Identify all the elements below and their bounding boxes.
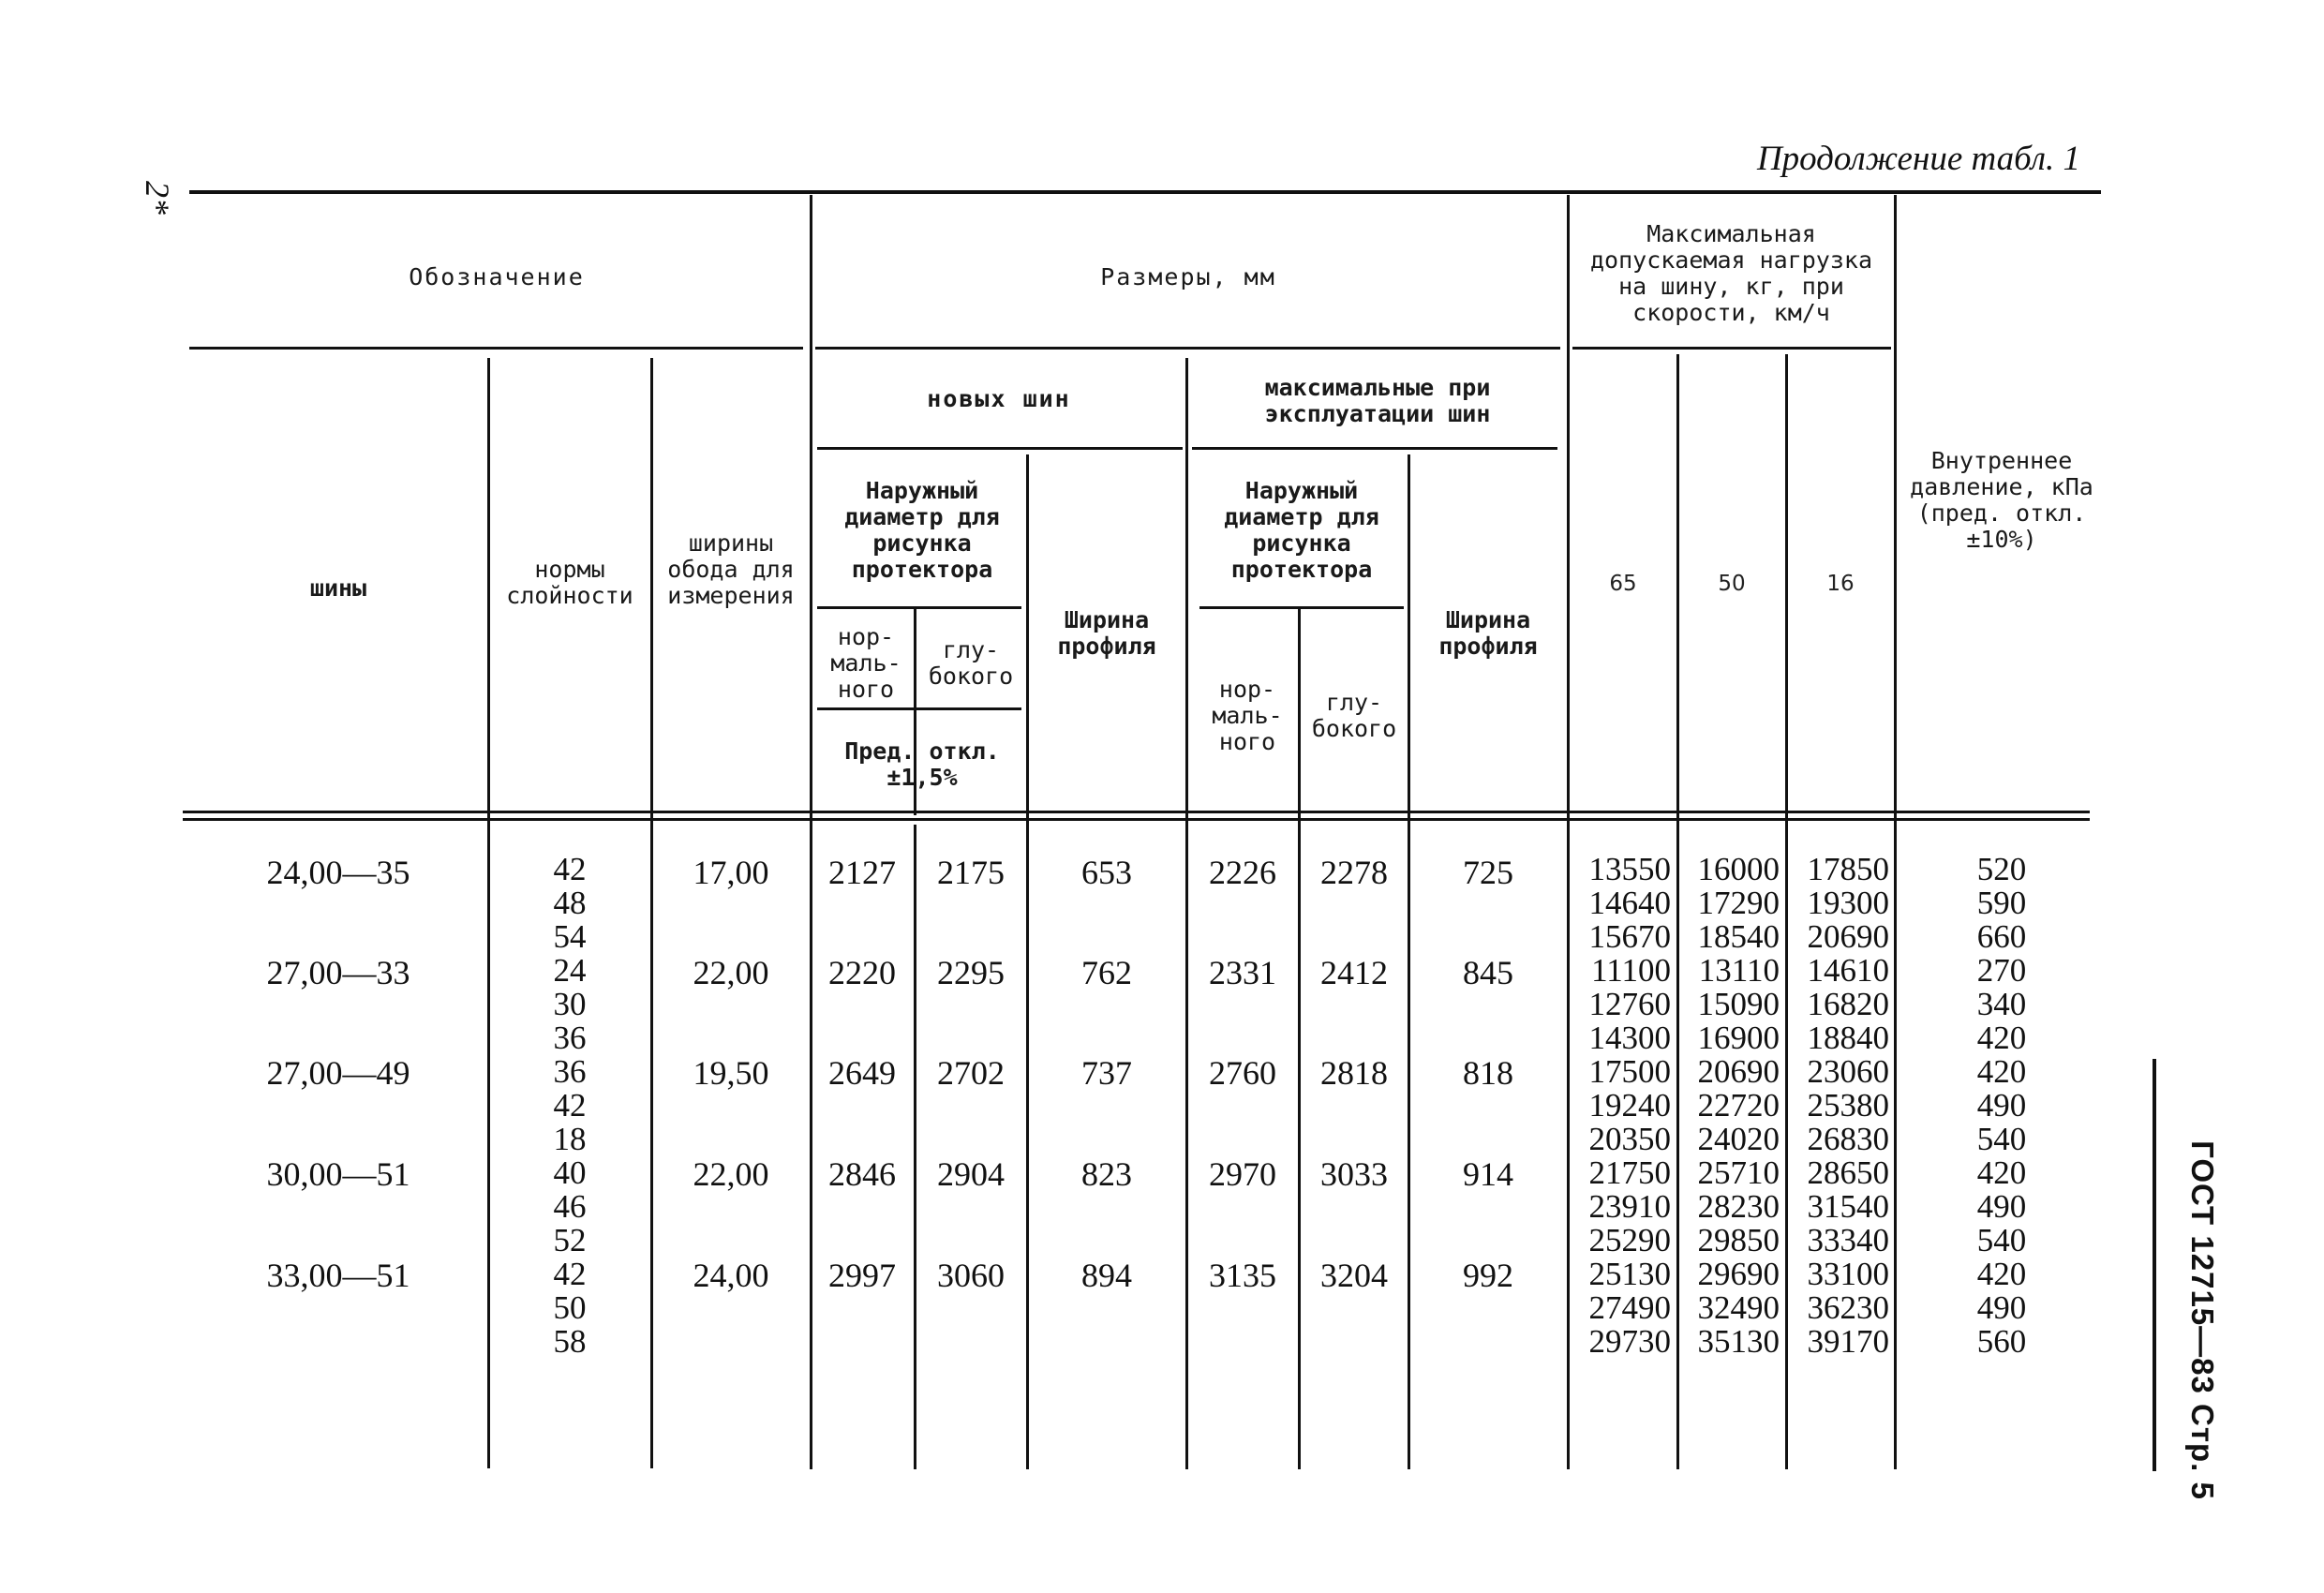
- new-deep: 2295: [937, 954, 1005, 991]
- new-deep: 3060: [937, 1257, 1005, 1294]
- load-rule: [1572, 347, 1891, 350]
- max-width: 992: [1463, 1257, 1513, 1294]
- diam-rule-max: [1199, 606, 1404, 609]
- designation-rule: [189, 347, 803, 350]
- header-deep-max: глу-бокого: [1311, 689, 1397, 742]
- continuation-title: Продолжение табл. 1: [1756, 140, 2080, 178]
- rim-width: 22,00: [693, 1155, 769, 1193]
- new-deep: 2904: [937, 1155, 1005, 1193]
- rim-width: 19,50: [693, 1054, 769, 1092]
- header-normal-max: нор-маль-ного: [1212, 676, 1283, 755]
- new-width: 653: [1081, 854, 1132, 891]
- head-bottom-rule-1: [183, 811, 2090, 813]
- tire-size: 24,00—35: [266, 854, 410, 891]
- new-deep: 2175: [937, 854, 1005, 891]
- load-16-column: 17850 19300 20690 14610 16820 18840 23060 25380 26830 28650 31540 33340 33100 36230 39170: [1807, 851, 1889, 1360]
- vline-7: [1185, 358, 1188, 1469]
- vline-6: [1026, 454, 1029, 1469]
- max-deep: 3204: [1320, 1257, 1388, 1294]
- header-outer-diam-max: Наружный диаметр для рисунка протектора: [1224, 477, 1379, 583]
- new-normal: 2220: [828, 954, 896, 991]
- vline-2: [650, 358, 653, 1468]
- rim-width: 24,00: [693, 1257, 769, 1294]
- header-max-load: Максимальная допускаемая нагрузка на шину, кг, при скорости, км/ч: [1589, 220, 1873, 326]
- header-dimensions: Размеры, мм: [1100, 263, 1276, 290]
- vline-10: [1567, 195, 1570, 1469]
- header-speed-50: 50: [1718, 572, 1746, 596]
- ply-rating-column: 42 48 54 24 30 36 36 42 18 40 46 52 42 50 58: [553, 851, 587, 1360]
- rim-width: 22,00: [693, 954, 769, 991]
- header-designation: Обозначение: [409, 263, 585, 290]
- tire-size: 27,00—33: [266, 954, 410, 991]
- tire-size: 33,00—51: [266, 1257, 410, 1294]
- new-normal: 2649: [828, 1054, 896, 1092]
- header-speed-65: 65: [1609, 572, 1637, 596]
- header-width-new: Ширина профиля: [1057, 606, 1156, 660]
- max-normal: 2970: [1209, 1155, 1276, 1193]
- max-width: 845: [1463, 954, 1513, 991]
- pressure-column: 520 590 660 270 340 420 420 490 540 420 490 540 420 490 560: [1976, 851, 2027, 1360]
- header-deep-new: глу-бокого: [928, 636, 1014, 690]
- max-normal: 2760: [1209, 1054, 1276, 1092]
- new-width: 823: [1081, 1155, 1132, 1193]
- new-normal: 2846: [828, 1155, 896, 1193]
- max-deep: 3033: [1320, 1155, 1388, 1193]
- header-tolerance: Пред. откл. ±1,5%: [844, 737, 1000, 791]
- max-normal: 3135: [1209, 1257, 1276, 1294]
- header-width-max: Ширина профиля: [1438, 606, 1538, 660]
- vline-1: [487, 358, 490, 1468]
- header-ply: нормы слойности: [506, 556, 633, 609]
- max-deep: 2278: [1320, 854, 1388, 891]
- max-deep: 2818: [1320, 1054, 1388, 1092]
- side-label: ГОСТ 12715—83 Стр. 5: [2185, 1140, 2220, 1500]
- load-65-column: 13550 14640 15670 11100 12760 14300 17500 19240 20350 21750 23910 25290 25130 27490 29730: [1588, 851, 1671, 1360]
- subgroup-rule-max: [1192, 447, 1557, 450]
- new-normal: 2997: [828, 1257, 896, 1294]
- max-deep: 2412: [1320, 954, 1388, 991]
- vline-5: [914, 825, 916, 1469]
- top-rule: [189, 190, 2101, 194]
- head-bottom-rule-2: [183, 818, 2090, 821]
- max-normal: 2226: [1209, 854, 1276, 891]
- new-width: 737: [1081, 1054, 1132, 1092]
- tire-size: 30,00—51: [266, 1155, 410, 1193]
- header-new-tires: новых шин: [927, 385, 1071, 412]
- tol-rule: [817, 707, 1021, 710]
- side-rule: [2153, 1059, 2156, 1471]
- vline-13: [1894, 195, 1897, 1469]
- page-mark: 2*: [139, 181, 176, 215]
- header-normal-new: нор-маль-ного: [830, 623, 901, 703]
- max-width: 914: [1463, 1155, 1513, 1193]
- load-50-column: 16000 17290 18540 13110 15090 16900 20690 22720 24020 25710 28230 29850 29690 32490 35130: [1697, 851, 1780, 1360]
- new-deep: 2702: [937, 1054, 1005, 1092]
- max-normal: 2331: [1209, 954, 1276, 991]
- vline-3: [810, 195, 812, 1469]
- new-width: 762: [1081, 954, 1132, 991]
- header-outer-diam-new: Наружный диаметр для рисунка протектора: [844, 477, 1000, 583]
- rim-width: 17,00: [693, 854, 769, 891]
- max-width: 725: [1463, 854, 1513, 891]
- vline-9: [1408, 454, 1410, 1469]
- dimensions-rule: [815, 347, 1560, 350]
- header-pressure: Внутреннее давление, кПа (пред. откл. ±10%): [1910, 447, 2093, 553]
- tire-size: 27,00—49: [266, 1054, 410, 1092]
- header-rim: ширины обода для измерения: [667, 529, 795, 609]
- header-speed-16: 16: [1826, 572, 1855, 596]
- header-max-operation: максимальные при эксплуатации шин: [1264, 374, 1491, 427]
- new-normal: 2127: [828, 854, 896, 891]
- vline-8: [1298, 609, 1301, 1469]
- header-tire: шины: [309, 574, 367, 602]
- max-width: 818: [1463, 1054, 1513, 1092]
- diam-rule-new: [817, 606, 1021, 609]
- subgroup-rule-new: [817, 447, 1183, 450]
- new-width: 894: [1081, 1257, 1132, 1294]
